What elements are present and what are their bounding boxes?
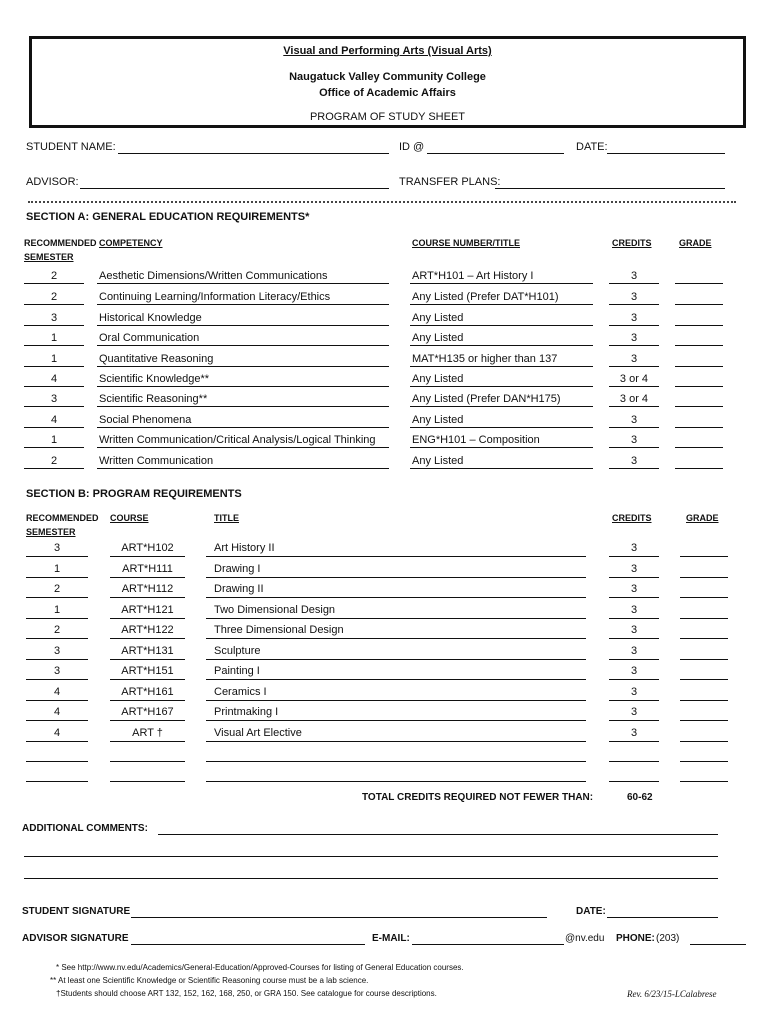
- credits-underline: [609, 781, 659, 782]
- grade-field[interactable]: [680, 781, 728, 782]
- revision-note: Rev. 6/23/15-LCalabrese: [627, 989, 717, 999]
- credits-cell: 3: [630, 291, 638, 303]
- credits-underline: [609, 386, 659, 387]
- semester-cell: 4: [53, 727, 61, 739]
- course-cell: ART*H151: [121, 665, 174, 677]
- grade-field[interactable]: [675, 447, 723, 448]
- advisor-signature-field[interactable]: [131, 944, 365, 945]
- title-cell: Printmaking I: [214, 706, 279, 718]
- credits-underline: [609, 304, 659, 305]
- title-cell: Drawing II: [214, 583, 264, 595]
- section-b-course-header: COURSE: [110, 513, 149, 523]
- semester-underline: [26, 700, 88, 701]
- semester-cell: 3: [53, 665, 61, 677]
- credits-underline: [609, 720, 659, 721]
- competency-cell: Continuing Learning/Information Literacy/Ethics: [99, 291, 331, 303]
- competency-underline: [97, 386, 389, 387]
- credits-cell: 3: [630, 542, 638, 554]
- course-cell: Any Listed: [412, 373, 464, 385]
- title-cell: Two Dimensional Design: [214, 604, 336, 616]
- semester-cell: 1: [53, 563, 61, 575]
- id-field[interactable]: [427, 153, 564, 154]
- grade-field[interactable]: [675, 345, 723, 346]
- comments-label: ADDITIONAL COMMENTS:: [22, 823, 148, 834]
- credits-underline: [609, 447, 659, 448]
- course-cell: ART*H121: [121, 604, 174, 616]
- competency-cell: Scientific Reasoning**: [99, 393, 208, 405]
- divider: [28, 201, 736, 203]
- semester-underline: [26, 577, 88, 578]
- credits-underline: [609, 638, 659, 639]
- credits-underline: [609, 427, 659, 428]
- credits-underline: [609, 283, 659, 284]
- semester-underline: [26, 618, 88, 619]
- credits-cell: 3 or 4: [619, 373, 649, 385]
- credits-cell: 3: [630, 455, 638, 467]
- footnote-lab-science: ** At least one Scientific Knowledge or Scientific Reasoning course must be a lab science.: [50, 976, 369, 985]
- semester-underline: [24, 447, 84, 448]
- competency-underline: [97, 468, 389, 469]
- course-cell: MAT*H135 or higher than 137: [412, 353, 558, 365]
- grade-field[interactable]: [680, 638, 728, 639]
- credits-cell: 3: [630, 706, 638, 718]
- course-cell: Any Listed: [412, 455, 464, 467]
- title-underline: [206, 659, 586, 660]
- credits-underline: [609, 741, 659, 742]
- course-underline: [110, 638, 185, 639]
- credits-underline: [609, 659, 659, 660]
- competency-underline: [97, 325, 389, 326]
- course-cell: ART †: [132, 727, 163, 739]
- title-cell: Sculpture: [214, 645, 261, 657]
- course-underline: [110, 556, 185, 557]
- competency-cell: Written Communication/Critical Analysis/Logical Thinking: [99, 434, 376, 446]
- section-a-course-header: COURSE NUMBER/TITLE: [412, 238, 520, 248]
- student-name-label: STUDENT NAME:: [26, 141, 116, 153]
- course-cell: Any Listed (Prefer DAN*H175): [412, 393, 561, 405]
- semester-underline: [26, 741, 88, 742]
- credits-underline: [609, 406, 659, 407]
- grade-field[interactable]: [680, 597, 728, 598]
- semester-underline: [24, 283, 84, 284]
- semester-cell: 4: [53, 706, 61, 718]
- total-credits-label: TOTAL CREDITS REQUIRED NOT FEWER THAN:: [362, 792, 594, 803]
- semester-cell: 4: [50, 373, 58, 385]
- student-signature-field[interactable]: [131, 917, 547, 918]
- semester-underline: [24, 406, 84, 407]
- comments-line-1[interactable]: [158, 834, 718, 835]
- office-name: Office of Academic Affairs: [319, 87, 456, 99]
- grade-field[interactable]: [675, 304, 723, 305]
- credits-underline: [609, 468, 659, 469]
- title-cell: Ceramics I: [214, 686, 267, 698]
- course-cell: Any Listed: [412, 332, 464, 344]
- semester-cell: 3: [50, 312, 58, 324]
- id-label: ID @: [399, 141, 425, 153]
- phone-label: PHONE:: [616, 933, 655, 944]
- section-b-title: SECTION B: PROGRAM REQUIREMENTS: [26, 488, 242, 500]
- title-cell: Painting I: [214, 665, 260, 677]
- course-underline: [410, 345, 593, 346]
- course-underline: [110, 577, 185, 578]
- semester-underline: [26, 597, 88, 598]
- title-underline: [206, 700, 586, 701]
- date-field[interactable]: [607, 153, 725, 154]
- grade-field[interactable]: [675, 406, 723, 407]
- section-b-title-header: TITLE: [214, 513, 239, 523]
- course-underline: [410, 427, 593, 428]
- transfer-plans-label: TRANSFER PLANS:: [399, 176, 501, 188]
- phone-field[interactable]: [690, 944, 746, 945]
- semester-cell: 1: [50, 332, 58, 344]
- competency-underline: [97, 447, 389, 448]
- comments-line-3[interactable]: [24, 878, 718, 879]
- course-cell: ART*H161: [121, 686, 174, 698]
- semester-underline: [24, 345, 84, 346]
- phone-area-code: (203): [656, 933, 680, 944]
- competency-underline: [97, 304, 389, 305]
- semester-underline: [24, 386, 84, 387]
- semester-underline: [26, 556, 88, 557]
- email-label: E-MAIL:: [372, 933, 410, 944]
- semester-cell: 4: [53, 686, 61, 698]
- title-underline: [206, 638, 586, 639]
- grade-field[interactable]: [680, 720, 728, 721]
- competency-cell: Social Phenomena: [99, 414, 192, 426]
- title-underline: [206, 720, 586, 721]
- course-underline: [410, 325, 593, 326]
- course-underline: [110, 720, 185, 721]
- grade-field[interactable]: [680, 659, 728, 660]
- semester-underline: [26, 781, 88, 782]
- grade-field[interactable]: [675, 325, 723, 326]
- competency-underline: [97, 345, 389, 346]
- competency-cell: Aesthetic Dimensions/Written Communications: [99, 270, 328, 282]
- credits-cell: 3: [630, 665, 638, 677]
- section-a-recommended-header: RECOMMENDED: [24, 238, 97, 248]
- course-underline: [410, 283, 593, 284]
- semester-underline: [24, 468, 84, 469]
- credits-underline: [609, 597, 659, 598]
- student-date-label: DATE:: [576, 906, 606, 917]
- semester-underline: [24, 427, 84, 428]
- title-cell: Three Dimensional Design: [214, 624, 344, 636]
- credits-cell: 3: [630, 624, 638, 636]
- course-cell: ENG*H101 – Composition: [412, 434, 540, 446]
- title-cell: Drawing I: [214, 563, 261, 575]
- credits-cell: 3: [630, 604, 638, 616]
- credits-cell: 3: [630, 414, 638, 426]
- grade-field[interactable]: [680, 679, 728, 680]
- course-cell: ART*H111: [122, 563, 173, 575]
- course-underline: [110, 781, 185, 782]
- title-underline: [206, 761, 586, 762]
- competency-underline: [97, 366, 389, 367]
- title-underline: [206, 618, 586, 619]
- competency-cell: Oral Communication: [99, 332, 200, 344]
- semester-underline: [26, 679, 88, 680]
- course-cell: Any Listed: [412, 414, 464, 426]
- semester-underline: [24, 304, 84, 305]
- title-underline: [206, 741, 586, 742]
- student-name-field[interactable]: [118, 153, 389, 154]
- course-underline: [110, 618, 185, 619]
- student-date-field[interactable]: [607, 917, 718, 918]
- credits-underline: [609, 679, 659, 680]
- section-a-title: SECTION A: GENERAL EDUCATION REQUIREMENTS*: [26, 211, 310, 223]
- credits-cell: 3: [630, 563, 638, 575]
- credits-underline: [609, 556, 659, 557]
- course-underline: [410, 304, 593, 305]
- course-underline: [110, 761, 185, 762]
- college-name: Naugatuck Valley Community College: [289, 71, 486, 83]
- credits-cell: 3: [630, 270, 638, 282]
- advisor-signature-label: ADVISOR SIGNATURE: [22, 933, 129, 944]
- semester-underline: [26, 638, 88, 639]
- credits-underline: [609, 345, 659, 346]
- grade-field[interactable]: [675, 386, 723, 387]
- course-cell: Any Listed: [412, 312, 464, 324]
- semester-cell: 2: [50, 291, 58, 303]
- semester-cell: 1: [53, 604, 61, 616]
- course-underline: [410, 386, 593, 387]
- competency-cell: Quantitative Reasoning: [99, 353, 214, 365]
- title-underline: [206, 597, 586, 598]
- course-underline: [410, 406, 593, 407]
- course-underline: [410, 447, 593, 448]
- course-cell: ART*H101 – Art History I: [412, 270, 534, 282]
- course-underline: [410, 468, 593, 469]
- credits-cell: 3: [630, 312, 638, 324]
- course-cell: ART*H122: [121, 624, 174, 636]
- semester-underline: [26, 761, 88, 762]
- semester-cell: 2: [50, 455, 58, 467]
- title-underline: [206, 577, 586, 578]
- student-signature-label: STUDENT SIGNATURE: [22, 906, 131, 917]
- semester-cell: 3: [50, 393, 58, 405]
- section-a-credits-header: CREDITS: [612, 238, 652, 248]
- advisor-label: ADVISOR:: [26, 176, 79, 188]
- course-underline: [110, 741, 185, 742]
- grade-field[interactable]: [680, 556, 728, 557]
- grade-field[interactable]: [680, 741, 728, 742]
- competency-underline: [97, 427, 389, 428]
- document-title: Visual and Performing Arts (Visual Arts): [283, 45, 492, 57]
- semester-underline: [26, 720, 88, 721]
- credits-cell: 3: [630, 583, 638, 595]
- section-b-credits-header: CREDITS: [612, 513, 652, 523]
- section-b-grade-header: GRADE: [686, 513, 719, 523]
- course-underline: [110, 659, 185, 660]
- credits-cell: 3: [630, 353, 638, 365]
- title-cell: Art History II: [214, 542, 275, 554]
- semester-underline: [24, 325, 84, 326]
- section-a-competency-header: COMPETENCY: [99, 238, 163, 248]
- semester-cell: 4: [50, 414, 58, 426]
- grade-field[interactable]: [680, 618, 728, 619]
- credits-underline: [609, 577, 659, 578]
- credits-cell: 3 or 4: [619, 393, 649, 405]
- competency-cell: Scientific Knowledge**: [99, 373, 210, 385]
- footnote-gen-ed: * See http://www.nv.edu/Academics/General-Education/Approved-Courses for listing of General Education courses.: [56, 963, 464, 972]
- semester-cell: 2: [50, 270, 58, 282]
- course-cell: ART*H131: [121, 645, 174, 657]
- grade-field[interactable]: [675, 283, 723, 284]
- grade-field[interactable]: [675, 366, 723, 367]
- total-credits-value: 60-62: [627, 792, 653, 803]
- transfer-plans-field[interactable]: [495, 188, 725, 189]
- semester-cell: 2: [53, 624, 61, 636]
- semester-underline: [26, 659, 88, 660]
- competency-underline: [97, 406, 389, 407]
- email-field[interactable]: [412, 944, 564, 945]
- course-underline: [410, 366, 593, 367]
- grade-field[interactable]: [675, 468, 723, 469]
- grade-field[interactable]: [680, 761, 728, 762]
- credits-underline: [609, 761, 659, 762]
- credits-cell: 3: [630, 686, 638, 698]
- email-domain: @nv.edu: [565, 933, 605, 944]
- course-cell: ART*H112: [121, 583, 174, 595]
- credits-cell: 3: [630, 332, 638, 344]
- title-underline: [206, 679, 586, 680]
- competency-underline: [97, 283, 389, 284]
- grade-field[interactable]: [675, 427, 723, 428]
- course-underline: [110, 597, 185, 598]
- credits-underline: [609, 325, 659, 326]
- title-underline: [206, 781, 586, 782]
- section-a-semester-header: SEMESTER: [24, 252, 74, 262]
- section-b-recommended-header: RECOMMENDED: [26, 513, 99, 523]
- course-underline: [110, 700, 185, 701]
- course-cell: Any Listed (Prefer DAT*H101): [412, 291, 559, 303]
- title-underline: [206, 556, 586, 557]
- course-cell: ART*H102: [121, 542, 174, 554]
- grade-field[interactable]: [680, 577, 728, 578]
- comments-line-2[interactable]: [24, 856, 718, 857]
- competency-cell: Written Communication: [99, 455, 214, 467]
- date-label: DATE:: [576, 141, 608, 153]
- grade-field[interactable]: [680, 700, 728, 701]
- title-cell: Visual Art Elective: [214, 727, 302, 739]
- credits-cell: 3: [630, 727, 638, 739]
- credits-underline: [609, 618, 659, 619]
- credits-underline: [609, 700, 659, 701]
- semester-cell: 3: [53, 645, 61, 657]
- semester-cell: 1: [50, 434, 58, 446]
- footnote-art-elective: †Students should choose ART 132, 152, 162, 168, 250, or GRA 150. See catalogue for course descriptions.: [56, 989, 437, 998]
- sheet-title: PROGRAM OF STUDY SHEET: [309, 111, 466, 123]
- credits-cell: 3: [630, 434, 638, 446]
- competency-cell: Historical Knowledge: [99, 312, 202, 324]
- semester-underline: [24, 366, 84, 367]
- section-a-grade-header: GRADE: [679, 238, 712, 248]
- course-underline: [110, 679, 185, 680]
- course-cell: ART*H167: [121, 706, 174, 718]
- credits-cell: 3: [630, 645, 638, 657]
- credits-underline: [609, 366, 659, 367]
- semester-cell: 2: [53, 583, 61, 595]
- section-b-semester-header: SEMESTER: [26, 527, 76, 537]
- semester-cell: 3: [53, 542, 61, 554]
- semester-cell: 1: [50, 353, 58, 365]
- advisor-field[interactable]: [80, 188, 389, 189]
